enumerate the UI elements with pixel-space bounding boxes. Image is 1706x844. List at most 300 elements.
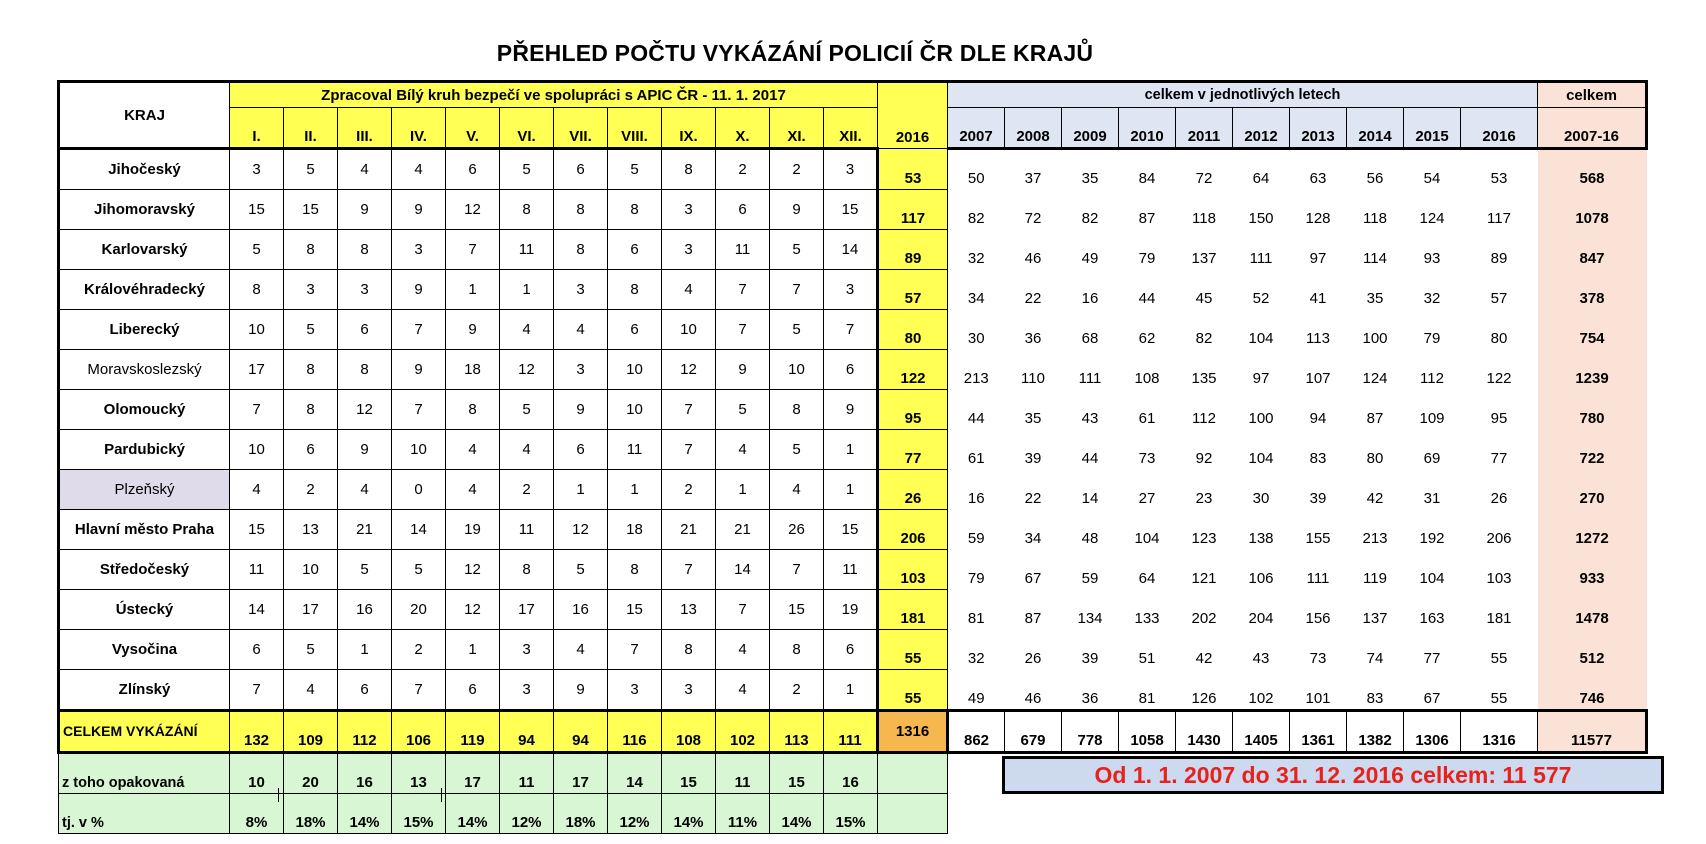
month-value: 9 — [338, 429, 392, 469]
year-value: 22 — [1024, 490, 1042, 507]
year-value: 100 — [1362, 330, 1388, 347]
value-2016: 181 — [878, 589, 948, 629]
year-value: 133 — [1134, 610, 1160, 627]
month-value: 11 — [824, 549, 878, 589]
year-header: 2008 — [1005, 108, 1062, 149]
year-value: 102 — [1248, 689, 1274, 707]
year-value: 32 — [1423, 290, 1441, 307]
year-value: 34 — [967, 290, 985, 307]
month-value: 3 — [824, 269, 878, 309]
month-value: 9 — [392, 189, 446, 229]
year-value: 37 — [1024, 170, 1042, 187]
month-value: 10 — [662, 309, 716, 349]
percent-row-value: 14% — [770, 793, 824, 833]
month-value: 9 — [770, 189, 824, 229]
year-value: 83 — [1366, 689, 1384, 707]
month-value: 4 — [716, 629, 770, 669]
table-row — [59, 589, 1647, 629]
summary-banner: Od 1. 1. 2007 do 31. 12. 2016 celkem: 11 577 — [1002, 756, 1664, 794]
year-value: 213 — [963, 370, 989, 387]
region-total: 1478 — [1538, 589, 1647, 629]
month-header: IV. — [392, 108, 446, 149]
year-value: 95 — [1490, 410, 1508, 427]
month-value: 3 — [338, 269, 392, 309]
value-2016: 122 — [878, 349, 948, 389]
year-value: 81 — [1138, 689, 1156, 707]
month-value: 4 — [500, 429, 554, 469]
month-header: XII. — [824, 108, 878, 149]
month-value: 8 — [554, 189, 608, 229]
month-value: 6 — [716, 189, 770, 229]
month-value: 4 — [338, 149, 392, 190]
month-value: 2 — [392, 629, 446, 669]
month-value: 15 — [284, 189, 338, 229]
repeated-row-value: 15 — [662, 752, 716, 793]
year-value: 72 — [1024, 210, 1042, 227]
year-value: 82 — [967, 210, 985, 227]
month-value: 8 — [554, 229, 608, 269]
month-value: 10 — [608, 349, 662, 389]
table-row — [59, 349, 1647, 389]
region-name: Pardubický — [59, 429, 230, 469]
month-value: 5 — [392, 549, 446, 589]
month-value: 3 — [500, 669, 554, 710]
year-value: 64 — [1252, 170, 1270, 187]
year-value: 46 — [1024, 250, 1042, 267]
month-value: 20 — [392, 589, 446, 629]
year-header: 2007 — [948, 108, 1005, 149]
year-value: 137 — [1362, 610, 1388, 627]
month-value: 8 — [338, 229, 392, 269]
year-value: 122 — [1486, 370, 1512, 387]
month-value: 3 — [824, 149, 878, 190]
month-value: 7 — [662, 389, 716, 429]
month-value: 2 — [770, 669, 824, 710]
month-value: 3 — [392, 229, 446, 269]
month-value: 16 — [554, 589, 608, 629]
year-value: 46 — [1024, 689, 1042, 707]
year-value: 52 — [1252, 290, 1270, 307]
month-value: 15 — [230, 189, 284, 229]
year-value: 155 — [1305, 530, 1331, 547]
region-total: 746 — [1538, 669, 1647, 710]
month-value: 8 — [770, 389, 824, 429]
month-value: 5 — [284, 309, 338, 349]
year-value: 112 — [1192, 410, 1216, 427]
year-value: 192 — [1419, 530, 1445, 547]
year-value: 206 — [1486, 530, 1512, 547]
month-value: 11 — [500, 509, 554, 549]
year-value: 32 — [967, 650, 985, 667]
month-value: 6 — [554, 429, 608, 469]
year-value: 68 — [1081, 330, 1099, 347]
year-value: 26 — [1024, 650, 1042, 667]
year-value: 36 — [1081, 689, 1099, 707]
month-value: 14 — [230, 589, 284, 629]
month-value: 7 — [770, 549, 824, 589]
month-value: 3 — [662, 189, 716, 229]
year-value: 55 — [1490, 689, 1508, 707]
year-value: 69 — [1423, 450, 1441, 467]
percent-row-empty — [878, 793, 948, 833]
month-value: 3 — [500, 629, 554, 669]
value-2016: 55 — [878, 629, 948, 669]
month-value: 10 — [770, 349, 824, 389]
year-value: 81 — [967, 610, 985, 627]
year-value: 112 — [1420, 370, 1444, 387]
month-value: 4 — [446, 469, 500, 509]
region-name: Vysočina — [59, 629, 230, 669]
year-value: 61 — [967, 450, 985, 467]
year-value: 123 — [1191, 530, 1217, 547]
year-value: 93 — [1423, 250, 1441, 267]
year-value: 117 — [1487, 210, 1511, 227]
year-value: 111 — [1249, 250, 1273, 267]
month-value: 21 — [338, 509, 392, 549]
year-value: 114 — [1363, 250, 1387, 267]
totals-row — [59, 710, 1647, 752]
repeated-row-value: 13 — [392, 752, 446, 793]
region-name: Olomoucký — [59, 389, 230, 429]
month-value: 15 — [770, 589, 824, 629]
table-row — [59, 269, 1647, 309]
year-value: 87 — [1366, 410, 1384, 427]
total-year-value: 1361 — [1290, 710, 1347, 752]
month-value: 7 — [230, 669, 284, 710]
month-value: 7 — [392, 389, 446, 429]
year-value: 110 — [1021, 370, 1045, 387]
year-value: 79 — [1138, 250, 1156, 267]
year-value: 57 — [1490, 290, 1508, 307]
year-value: 73 — [1309, 650, 1327, 667]
total-month-value: 112 — [338, 710, 392, 752]
year-value: 84 — [1138, 170, 1156, 187]
month-value: 9 — [446, 309, 500, 349]
value-2016: 117 — [878, 189, 948, 229]
month-value: 15 — [824, 509, 878, 549]
value-2016: 53 — [878, 149, 948, 190]
month-value: 8 — [608, 189, 662, 229]
year-value: 204 — [1248, 610, 1274, 627]
table-row — [59, 229, 1647, 269]
month-value: 18 — [446, 349, 500, 389]
month-value: 4 — [716, 669, 770, 710]
month-value: 26 — [770, 509, 824, 549]
total-year-value: 862 — [948, 710, 1005, 752]
month-value: 12 — [338, 389, 392, 429]
year-header: 2012 — [1233, 108, 1290, 149]
year-value: 108 — [1134, 370, 1160, 387]
month-value: 17 — [500, 589, 554, 629]
month-value: 1 — [446, 269, 500, 309]
percent-row-value: 15% — [824, 793, 878, 833]
month-value: 6 — [446, 669, 500, 710]
month-value: 2 — [284, 469, 338, 509]
month-value: 6 — [338, 309, 392, 349]
year-value: 79 — [967, 570, 985, 587]
year-header: 2009 — [1062, 108, 1119, 149]
value-2016: 77 — [878, 429, 948, 469]
year-value: 43 — [1252, 650, 1270, 667]
month-value: 8 — [284, 229, 338, 269]
year-value: 137 — [1191, 250, 1217, 267]
year-value: 55 — [1490, 650, 1508, 667]
year-value: 43 — [1081, 410, 1099, 427]
year-value: 100 — [1248, 410, 1274, 427]
month-header: V. — [446, 108, 500, 149]
repeated-row-value: 17 — [446, 752, 500, 793]
month-value: 12 — [446, 189, 500, 229]
month-header: VI. — [500, 108, 554, 149]
month-value: 4 — [662, 269, 716, 309]
year-value: 64 — [1138, 570, 1156, 587]
year-value: 94 — [1309, 410, 1327, 427]
value-2016: 95 — [878, 389, 948, 429]
month-value: 7 — [662, 429, 716, 469]
month-value: 8 — [608, 549, 662, 589]
header-years-group: celkem v jednotlivých letech — [948, 82, 1538, 108]
month-value: 10 — [230, 429, 284, 469]
year-value: 45 — [1195, 290, 1213, 307]
region-total: 933 — [1538, 549, 1647, 589]
month-value: 14 — [824, 229, 878, 269]
year-value: 30 — [967, 330, 985, 347]
divider-tick — [278, 788, 279, 802]
month-value: 8 — [500, 189, 554, 229]
month-value: 9 — [338, 189, 392, 229]
month-value: 7 — [392, 669, 446, 710]
region-total: 568 — [1538, 149, 1647, 190]
year-header: 2016 — [1461, 108, 1538, 149]
month-value: 5 — [284, 149, 338, 190]
month-value: 11 — [230, 549, 284, 589]
year-value: 113 — [1306, 330, 1330, 347]
year-value: 53 — [1490, 170, 1508, 187]
year-value: 67 — [1423, 689, 1441, 707]
month-value: 3 — [230, 149, 284, 190]
table-row — [59, 629, 1647, 669]
year-value: 104 — [1248, 450, 1274, 467]
month-value: 5 — [284, 629, 338, 669]
percent-row-value: 14% — [446, 793, 500, 833]
total-year-value: 1405 — [1233, 710, 1290, 752]
month-value: 17 — [230, 349, 284, 389]
year-value: 77 — [1490, 450, 1508, 467]
year-header: 2013 — [1290, 108, 1347, 149]
year-value: 39 — [1024, 450, 1042, 467]
month-value: 8 — [662, 629, 716, 669]
total-month-value: 108 — [662, 710, 716, 752]
month-value: 7 — [770, 269, 824, 309]
total-month-value: 119 — [446, 710, 500, 752]
month-value: 7 — [824, 309, 878, 349]
month-value: 3 — [554, 349, 608, 389]
year-value: 26 — [1490, 490, 1508, 507]
table-row — [59, 549, 1647, 589]
region-name: Karlovarský — [59, 229, 230, 269]
repeated-row-value: 17 — [554, 752, 608, 793]
table-row — [59, 309, 1647, 349]
page-title: PŘEHLED POČTU VYKÁZÁNÍ POLICIÍ ČR DLE KRAJŮ — [496, 40, 1094, 66]
month-value: 1 — [824, 669, 878, 710]
year-value: 118 — [1363, 210, 1387, 227]
year-value: 23 — [1195, 490, 1213, 507]
year-value: 163 — [1419, 610, 1445, 627]
month-value: 14 — [392, 509, 446, 549]
month-value: 5 — [770, 229, 824, 269]
month-value: 8 — [662, 149, 716, 190]
table-row — [59, 189, 1647, 229]
month-value: 17 — [284, 589, 338, 629]
value-2016: 80 — [878, 309, 948, 349]
year-value: 44 — [1081, 450, 1099, 467]
year-value: 44 — [967, 410, 985, 427]
month-value: 1 — [824, 429, 878, 469]
month-value: 3 — [662, 669, 716, 710]
month-value: 2 — [662, 469, 716, 509]
month-header: VII. — [554, 108, 608, 149]
month-value: 6 — [284, 429, 338, 469]
month-value: 2 — [716, 149, 770, 190]
year-value: 121 — [1191, 570, 1217, 587]
year-value: 79 — [1423, 330, 1441, 347]
month-value: 4 — [770, 469, 824, 509]
year-value: 77 — [1423, 650, 1441, 667]
region-total: 512 — [1538, 629, 1647, 669]
year-value: 82 — [1195, 330, 1213, 347]
repeated-row-value: 15 — [770, 752, 824, 793]
total-month-value: 94 — [500, 710, 554, 752]
percent-row-value: 8% — [230, 793, 284, 833]
region-total: 780 — [1538, 389, 1647, 429]
region-name: Středočeský — [59, 549, 230, 589]
percent-row — [59, 793, 1647, 833]
month-value: 6 — [230, 629, 284, 669]
year-value: 106 — [1248, 570, 1274, 587]
month-value: 4 — [500, 309, 554, 349]
month-value: 16 — [338, 589, 392, 629]
year-value: 111 — [1306, 570, 1330, 587]
grand-total: 11577 — [1538, 710, 1647, 752]
year-value: 73 — [1138, 450, 1156, 467]
table-row — [59, 469, 1647, 509]
percent-row-value: 11% — [716, 793, 770, 833]
repeated-row-value: 16 — [824, 752, 878, 793]
total-month-value: 111 — [824, 710, 878, 752]
month-value: 21 — [716, 509, 770, 549]
year-value: 107 — [1305, 370, 1331, 387]
table-row — [59, 149, 1647, 190]
year-value: 109 — [1419, 410, 1445, 427]
percent-row-value: 14% — [338, 793, 392, 833]
year-value: 22 — [1024, 290, 1042, 307]
month-header: X. — [716, 108, 770, 149]
month-value: 19 — [824, 589, 878, 629]
month-value: 12 — [662, 349, 716, 389]
region-total: 1078 — [1538, 189, 1647, 229]
month-value: 5 — [500, 149, 554, 190]
month-value: 8 — [284, 389, 338, 429]
percent-row-spacer — [948, 793, 1647, 833]
percent-row-label: tj. v % — [59, 793, 230, 833]
repeated-row-value: 11 — [716, 752, 770, 793]
year-value: 104 — [1419, 570, 1445, 587]
month-value: 1 — [500, 269, 554, 309]
year-value: 30 — [1252, 490, 1270, 507]
year-value: 97 — [1309, 250, 1327, 267]
region-name: Plzeňský — [59, 469, 230, 509]
year-value: 138 — [1248, 530, 1274, 547]
region-total: 1239 — [1538, 349, 1647, 389]
year-value: 42 — [1366, 490, 1384, 507]
month-value: 18 — [608, 509, 662, 549]
header-kraj: KRAJ — [59, 82, 230, 149]
month-value: 7 — [716, 269, 770, 309]
month-value: 12 — [446, 589, 500, 629]
month-value: 6 — [824, 349, 878, 389]
month-value: 21 — [662, 509, 716, 549]
month-value: 4 — [554, 309, 608, 349]
month-value: 11 — [500, 229, 554, 269]
repeated-row-value: 14 — [608, 752, 662, 793]
year-value: 42 — [1195, 650, 1213, 667]
month-value: 5 — [554, 549, 608, 589]
year-value: 74 — [1366, 650, 1384, 667]
month-value: 4 — [716, 429, 770, 469]
month-value: 6 — [554, 149, 608, 190]
table-row — [59, 669, 1647, 710]
month-value: 2 — [500, 469, 554, 509]
year-value: 135 — [1191, 370, 1217, 387]
month-value: 15 — [608, 589, 662, 629]
value-2016: 89 — [878, 229, 948, 269]
police-report-table — [57, 80, 1648, 834]
year-value: 49 — [967, 689, 985, 707]
month-value: 7 — [716, 589, 770, 629]
year-value: 111 — [1078, 370, 1102, 387]
year-value: 44 — [1138, 290, 1156, 307]
repeated-row-value: 16 — [338, 752, 392, 793]
year-value: 181 — [1486, 610, 1512, 627]
year-value: 92 — [1195, 450, 1213, 467]
month-value: 8 — [770, 629, 824, 669]
month-value: 5 — [608, 149, 662, 190]
year-value: 54 — [1423, 170, 1441, 187]
table-row — [59, 429, 1647, 469]
year-value: 51 — [1138, 650, 1156, 667]
year-value: 126 — [1191, 689, 1217, 707]
month-value: 15 — [824, 189, 878, 229]
month-value: 10 — [392, 429, 446, 469]
year-value: 80 — [1366, 450, 1384, 467]
month-value: 6 — [608, 229, 662, 269]
year-value: 63 — [1309, 170, 1327, 187]
total-month-value: 102 — [716, 710, 770, 752]
total-year-value: 1306 — [1404, 710, 1461, 752]
year-value: 72 — [1195, 170, 1213, 187]
total-month-value: 116 — [608, 710, 662, 752]
month-value: 1 — [716, 469, 770, 509]
total-year-value: 1316 — [1461, 710, 1538, 752]
month-value: 4 — [284, 669, 338, 710]
month-value: 8 — [230, 269, 284, 309]
total-month-value: 106 — [392, 710, 446, 752]
year-value: 16 — [967, 490, 985, 507]
region-total: 378 — [1538, 269, 1647, 309]
month-header: VIII. — [608, 108, 662, 149]
repeated-row-value: 11 — [500, 752, 554, 793]
year-value: 118 — [1192, 210, 1216, 227]
